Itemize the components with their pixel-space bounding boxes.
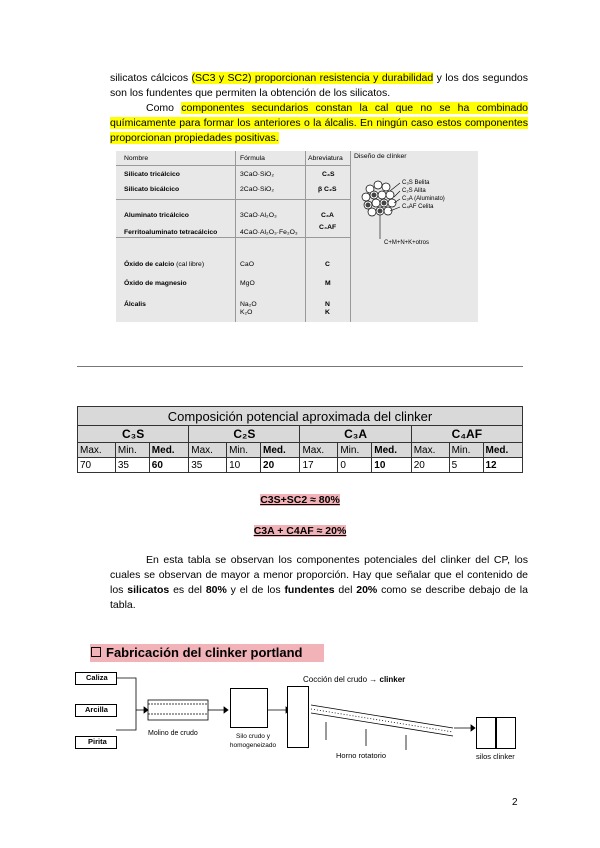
silo-clinker-1 <box>476 717 496 749</box>
header-abreviatura: Abreviatura <box>308 155 343 162</box>
sum-fundentes: C3A + C4AF ≈ 20% <box>253 525 347 537</box>
input-caliza: Caliza <box>75 672 117 685</box>
header-formula: Fórmula <box>240 155 265 162</box>
input-arcilla: Arcilla <box>75 704 117 717</box>
intro-paragraph-2: Como componentes secundarios constan la cal que no se ha combinado químicamente para formar los anteriores o la álcalis. En ningún caso estos componentes proporcionan propiedades positivas. <box>110 102 528 144</box>
section-heading: Fabricación del clinker portland <box>90 644 324 662</box>
silo-box <box>230 688 268 728</box>
checkbox-icon <box>91 647 101 657</box>
silo-clinker-2 <box>496 717 516 749</box>
component-table: Nombre Fórmula Abreviatura Diseño de clínker Silicato tricálcico 3CaO·SiO₂ C₃S Silicato bicálcico 2CaO·SiO₂ β C₂S Aluminato tricálcico 3CaO·Al₂O₃ C₃A Ferritoaluminato tetracálcico 4CaO·Al₂O₃·Fe₂O₃ C₄AF Óxido de calcio (cal libre) CaO C Óxido de magnesio MgO M Álcalis Na₂O K₂O N K C₃S Belita C₂S Alita C₃A (Aluminato) C₄AF Celita C+M+N+K+otros <box>116 151 478 322</box>
table-row: 70 35 60 35 10 20 17 0 10 20 5 12 <box>78 458 523 473</box>
composition-caption: Composición potencial aproximada del clinker <box>78 407 523 426</box>
process-flow-icon <box>116 670 526 765</box>
header-nombre: Nombre <box>124 155 149 162</box>
separator-line <box>77 366 523 367</box>
sum-silicates: C3S+SC2 ≈ 80% <box>260 494 340 506</box>
highlighted-text: (SC3 y SC2) proporcionan resistencia y durabilidad <box>191 72 434 84</box>
composition-table: Composición potencial aproximada del clinker C₃S C₂S C₃A C₄AF Max. Min. Med. Max. Min. Med. Max. Min. Med. Max. Min. Med. 70 35 60 35 10 20 17 0 10 20 5 12 <box>77 406 523 473</box>
header-diseno: Diseño de clínker <box>354 153 407 160</box>
highlighted-text: componentes secundarios constan la cal que no se ha combinado químicamente para formar los anteriores o la álcalis. En ningún caso estos componentes proporcionan propiedades positivas. <box>110 102 528 144</box>
page-number: 2 <box>512 797 518 808</box>
kiln-chamber <box>287 686 309 748</box>
row-cal-libre: Óxido de calcio (cal libre) <box>124 261 205 268</box>
intro-paragraph-1: silicatos cálcicos (SC3 y SC2) proporcionan resistencia y durabilidad y los dos segundos son los fundentes que permiten la obtención de los silicatos. <box>110 72 529 99</box>
cooking-label: Cocción del crudo → clinker <box>303 675 406 684</box>
input-pirita: Pirita <box>75 736 117 749</box>
body-paragraph: En esta tabla se observan los componentes potenciales del clinker del CP, los cuales se observan de mayor a menor proporción. Hay que señalar que el contenido de los silicatos es del 80% y el de los fundentes del 20% como se describe debajo de la tabla. <box>110 554 528 611</box>
